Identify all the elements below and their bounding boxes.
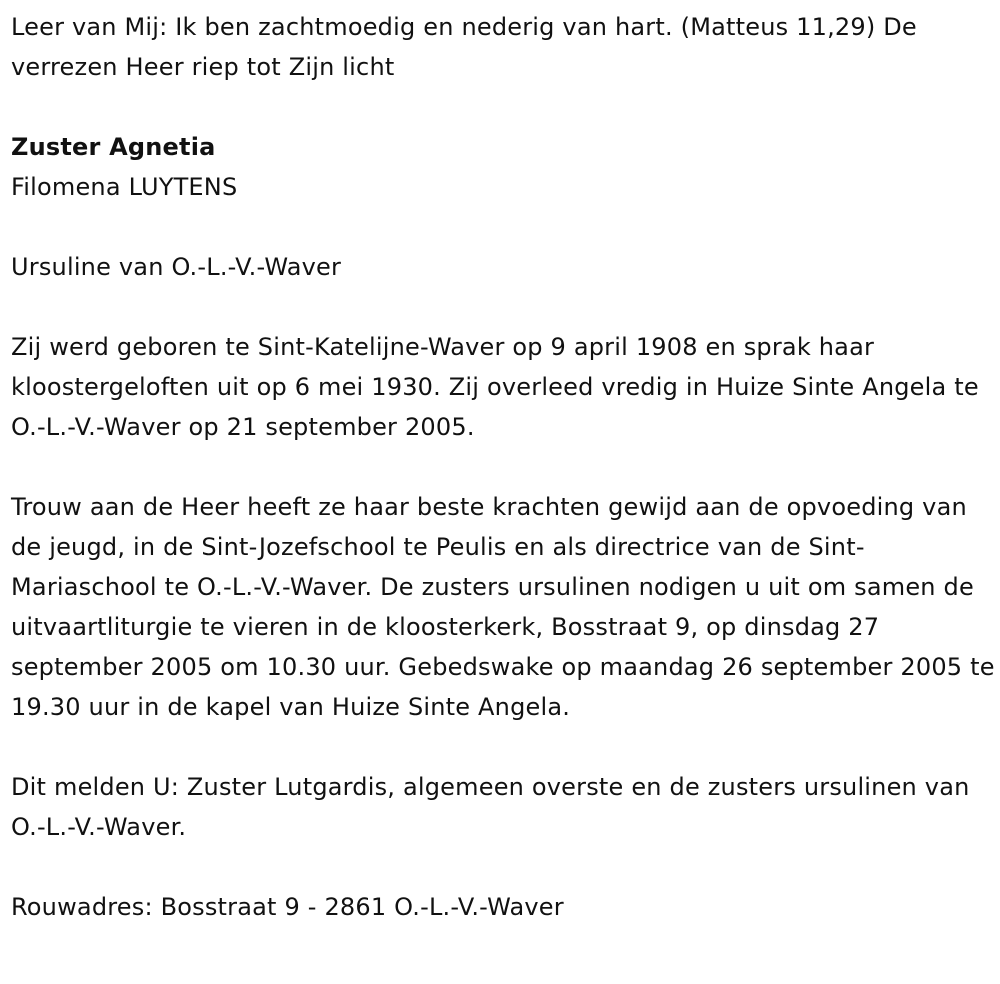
civil-name: Filomena LUYTENS	[11, 173, 238, 201]
verse-paragraph: Leer van Mij: Ik ben zachtmoedig en nederig van hart. (Matteus 11,29) De verrezen Heer riep tot Zijn licht	[11, 13, 917, 81]
spacer	[11, 727, 996, 767]
spacer	[11, 447, 996, 487]
spacer	[11, 847, 996, 887]
spacer	[11, 287, 996, 327]
spacer	[11, 207, 996, 247]
religious-name: Zuster Agnetia	[11, 133, 216, 161]
life-dates-paragraph: Zij werd geboren te Sint-Katelijne-Waver op 9 april 1908 en sprak haar kloostergeloften uit op 6 mei 1930. Zij overleed vredig in Huize Sinte Angela te O.-L.-V.-Waver op 21 september 2005.	[11, 333, 979, 441]
spacer	[11, 87, 996, 127]
address-line: Rouwadres: Bosstraat 9 - 2861 O.-L.-V.-Waver	[11, 893, 564, 921]
obituary-notice	[11, 7, 996, 927]
announcers-paragraph: Dit melden U: Zuster Lutgardis, algemeen overste en de zusters ursulinen van O.-L.-V.-Waver.	[11, 773, 970, 841]
service-paragraph: Trouw aan de Heer heeft ze haar beste krachten gewijd aan de opvoeding van de jeugd, in de Sint-Jozefschool te Peulis en als directrice van de Sint-Mariaschool te O.-L.-V.-Waver. De zusters ursulinen nodigen u uit om samen de uitvaartliturgie te vieren in de kloosterkerk, Bosstraat 9, op dinsdag 27 september 2005 om 10.30 uur. Gebedswake op maandag 26 september 2005 te 19.30 uur in de kapel van Huize Sinte Angela.	[11, 493, 995, 721]
order-line: Ursuline van O.-L.-V.-Waver	[11, 253, 342, 281]
